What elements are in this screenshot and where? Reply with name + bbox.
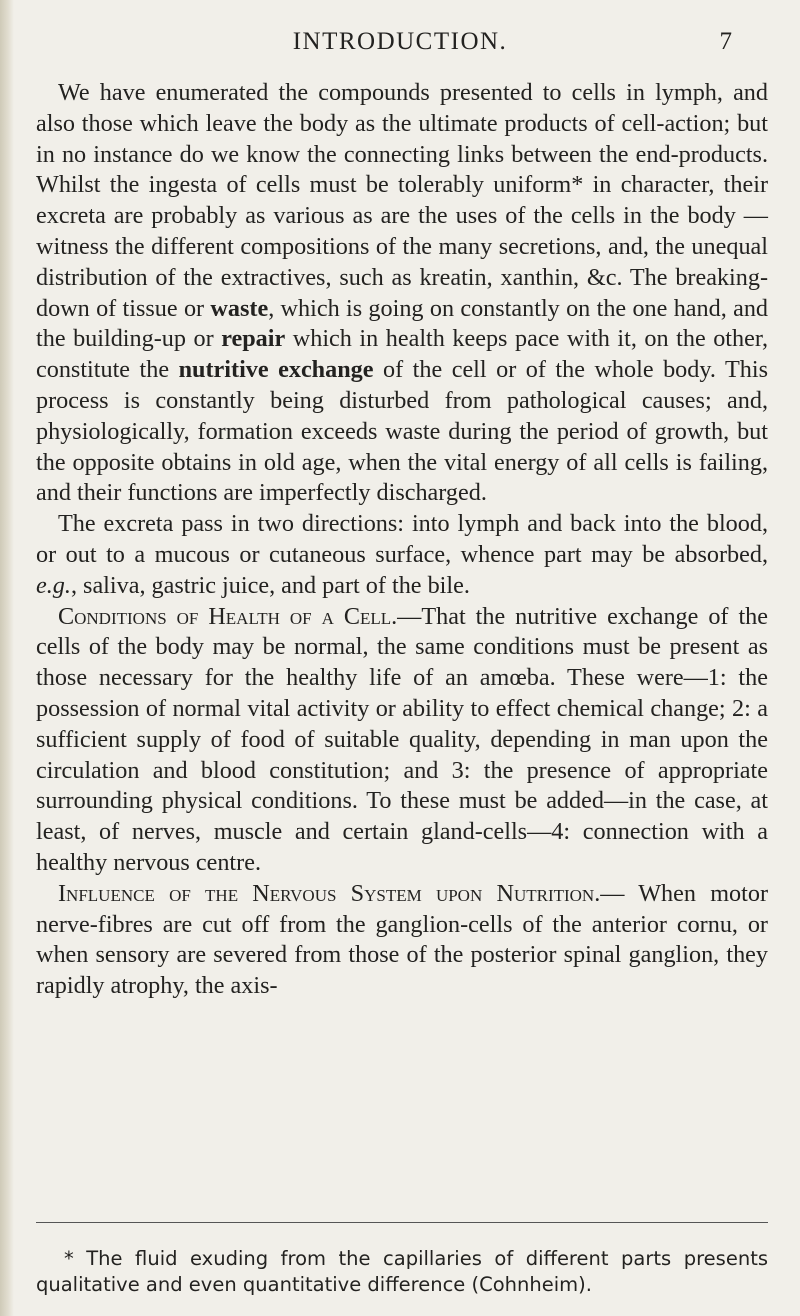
footnote: * The fluid exuding from the capillaries of different parts presents qualitative and even quantitative difference (Cohnheim). — [36, 1247, 768, 1296]
paragraph-1 — [36, 78, 768, 509]
term-waste: waste — [210, 294, 269, 322]
body-text — [36, 78, 768, 1002]
term-repair: repair — [221, 325, 286, 353]
footnote-rule — [36, 1222, 768, 1223]
paragraph-3 — [36, 602, 768, 879]
paragraph-1-part-d: of the cell or of the whole body. This process is constantly being disturbed from pathological causes; and, physiologically, formation exceeds waste during the period of growth, but the opposite obtains in old age, when the vital energy of all cells is failing, and their functions are imperfectly discharged. — [36, 356, 768, 507]
term-nutritive-exchange: nutritive exchange — [178, 356, 374, 384]
page-edge — [0, 0, 14, 1316]
paragraph-1-part-b: , which is going on constantly on the one hand, and the building-up or — [36, 294, 769, 353]
paragraph-1-part-c: which in health keeps pace with it, on the other, constitute the — [36, 325, 768, 384]
paragraph-4 — [36, 879, 768, 1002]
paragraph-3-body: —That the nutritive exchange of the cells of the body may be normal, the same conditions must be present as those necessary for the healthy life of an amœba. These were—1: the possession of normal vital activity or ability to effect chemical change; 2: a sufficient supply of food of suitable quality, depending in man upon the circulation and blood constitution; and 3: the presence of appropriate surrounding physical conditions. To these must be added—in the case, at least, of nerves, muscle and certain gland-cells—4: connection with a healthy nervous centre. — [36, 602, 768, 876]
paragraph-2-part-b: , saliva, gastric juice, and part of the bile. — [70, 571, 470, 599]
paragraph-2 — [36, 509, 768, 601]
paragraph-1-part-a: We have enumerated the compounds presented to cells in lymph, and also those which leave the body as the ultimate products of cell-action; but in no instance do we know the connecting links between the end-products. Whilst the ingesta of cells must be tolerably uniform* in character, their excreta are probably as various as are the uses of the cells in the body —witness the different compositions of the many secretions, and, the unequal distribution of the extractives, such as kreatin, xanthin, &c. The breaking-down of tissue or — [36, 79, 768, 322]
section-heading-influence: Influence of the Nervous System upon Nutrition. — [58, 879, 601, 907]
running-head — [0, 24, 800, 64]
section-heading-conditions: Conditions of Health of a Cell. — [58, 602, 398, 630]
page-number: 7 — [719, 28, 732, 55]
paragraph-4-body: — When motor nerve-fibres are cut off from the ganglion-cells of the anterior cornu, or when sensory are severed from those of the posterior spinal ganglion, they rapidly atrophy, the axis- — [36, 879, 768, 1000]
abbrev-eg: e.g. — [36, 571, 71, 599]
running-title: INTRODUCTION. — [292, 28, 508, 55]
paragraph-2-part-a: The excreta pass in two directions: into lymph and back into the blood, or out to a mucous or cutaneous surface, whence part may be absorbed, — [36, 510, 768, 568]
